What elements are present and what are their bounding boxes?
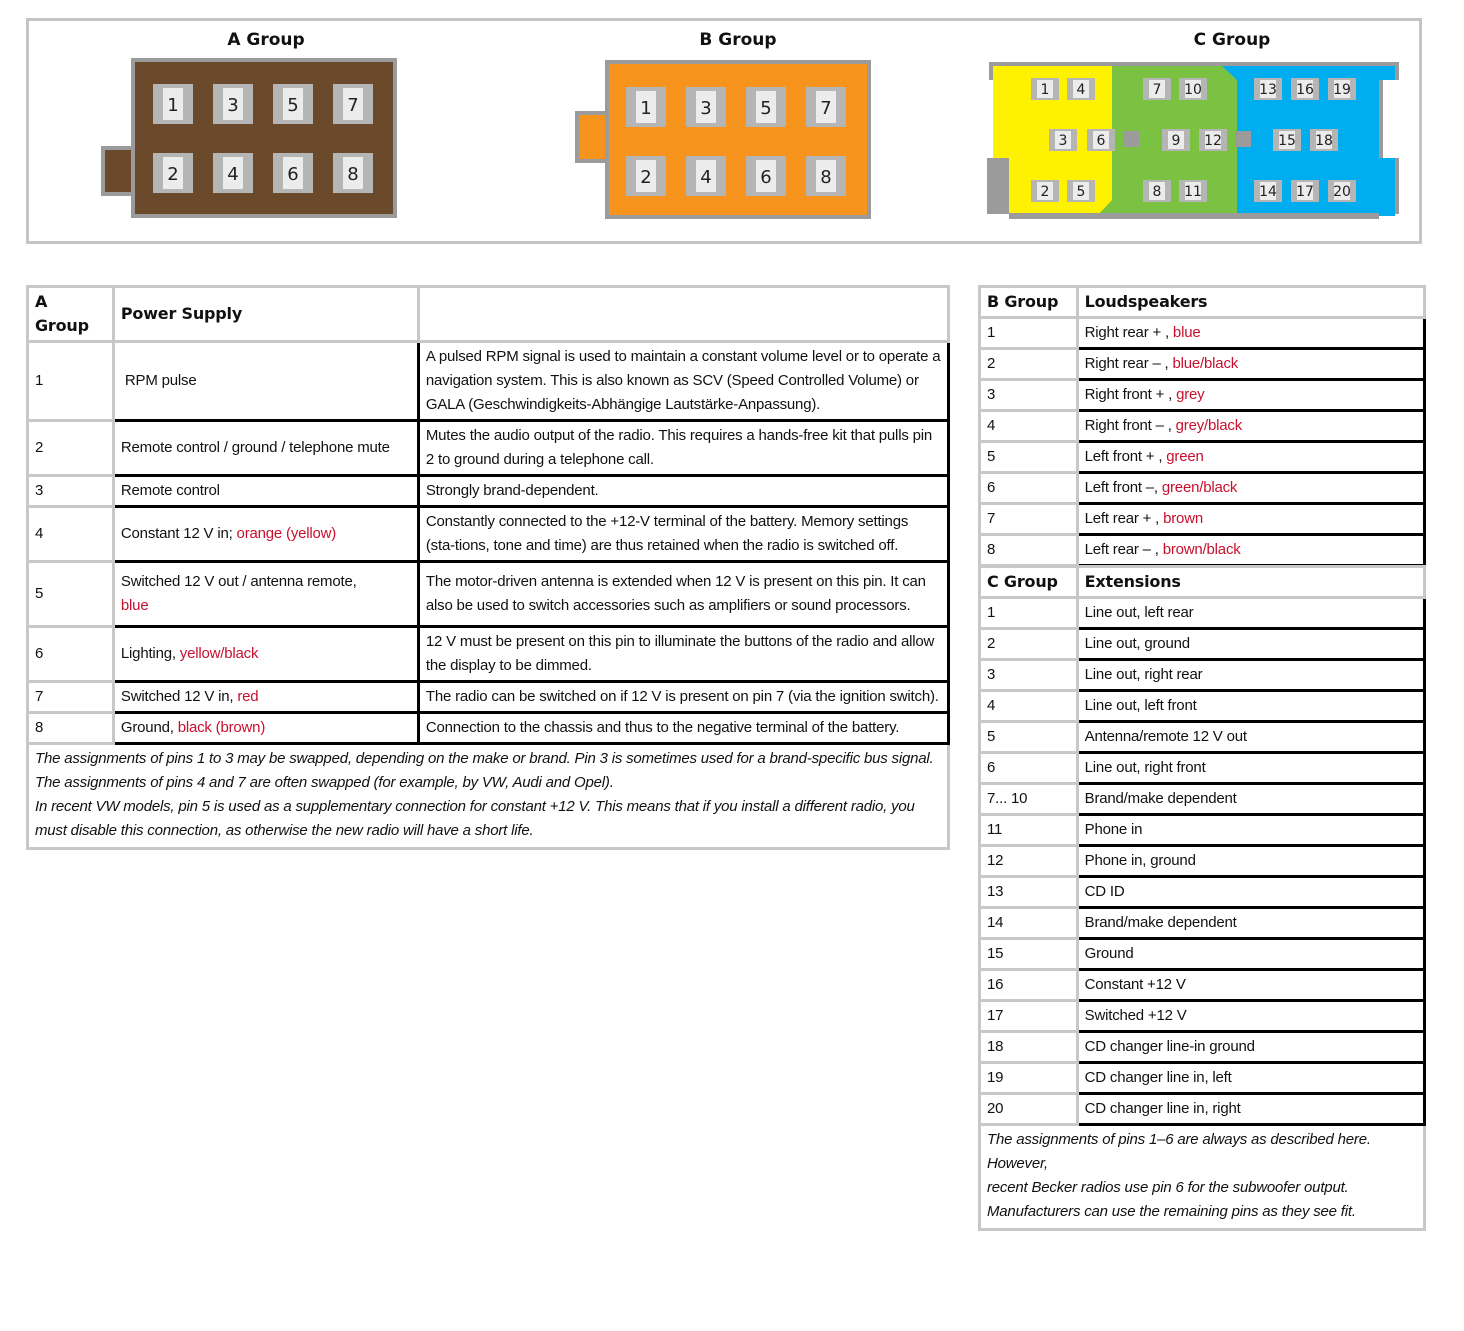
pin-label: 4 — [700, 167, 712, 188]
footnote: recent Becker radios use pin 6 for the subwoofer output. — [987, 1179, 1349, 1196]
table-row — [980, 473, 1425, 504]
pin-function — [1077, 318, 1424, 349]
c-pin-19 — [1328, 78, 1356, 100]
b-group-title: B Group — [699, 30, 777, 50]
b-pin-4 — [686, 156, 726, 196]
function-text: Right rear + , — [1084, 324, 1173, 341]
a-group-connector — [100, 56, 400, 220]
pin-function — [1077, 380, 1424, 411]
c-pin-2 — [1031, 180, 1059, 202]
c-pin-12 — [1199, 129, 1227, 151]
table-row — [980, 349, 1425, 380]
c-pin-3 — [1049, 129, 1077, 151]
a-header-title: Power Supply — [113, 287, 418, 342]
pin-label: 6 — [760, 167, 772, 188]
footnote: The assignments of pins 1 to 3 may be swapped, depending on the make or brand. Pin 3 is sometimes used for a brand-specific bus signal. — [35, 750, 934, 767]
pin-label: 7 — [820, 98, 832, 119]
c-pin-10 — [1179, 78, 1207, 100]
pin-description: The motor-driven antenna is extended when 12 V is present on this pin. It can also be used to switch accessories such as amplifiers or sound processors. — [418, 562, 948, 627]
c-table-notes — [980, 1125, 1425, 1230]
pin-description: The radio can be switched on if 12 V is present on pin 7 (via the ignition switch). — [418, 682, 948, 713]
function-text: Right front + , — [1084, 386, 1177, 403]
table-row — [28, 713, 949, 744]
pin-number: 4 — [28, 507, 114, 562]
pin-function: CD changer line-in ground — [1077, 1032, 1424, 1063]
footnote: The assignments of pins 1–6 are always as described here. However, — [987, 1131, 1371, 1172]
c-pin-5 — [1067, 180, 1095, 202]
c-pin-7 — [1143, 78, 1171, 100]
pin-label: 7 — [1152, 82, 1162, 98]
pin-label: 20 — [1333, 184, 1351, 200]
c-key-left — [1123, 131, 1139, 147]
pin-number: 5 — [980, 722, 1078, 753]
wire-color: blue/black — [1172, 355, 1239, 372]
b-group-table — [978, 285, 1426, 567]
pin-label: 1 — [1040, 82, 1050, 98]
pin-function — [113, 682, 418, 713]
c-pin-18 — [1310, 129, 1338, 151]
pin-label: 4 — [1076, 82, 1086, 98]
table-row — [980, 1063, 1425, 1094]
wire-color: green/black — [1161, 479, 1238, 496]
pin-function — [1077, 442, 1424, 473]
pin-description: Strongly brand-dependent. — [418, 476, 948, 507]
function-text: Left front –, — [1084, 479, 1162, 496]
pin-function: Constant +12 V — [1077, 970, 1424, 1001]
pin-description: Mutes the audio output of the radio. This requires a hands-free kit that pulls pin 2 to ground during a telephone call. — [418, 421, 948, 476]
pin-label: 1 — [167, 95, 179, 116]
pin-function: Antenna/remote 12 V out — [1077, 722, 1424, 753]
pin-number: 2 — [980, 349, 1078, 380]
b-pin-7 — [806, 87, 846, 127]
a-group-table — [26, 285, 950, 850]
wire-color: grey/black — [1175, 417, 1243, 434]
c-header-title: Extensions — [1077, 567, 1424, 598]
pin-label: 15 — [1278, 133, 1296, 149]
function-text: Left rear + , — [1084, 510, 1164, 527]
pin-label: 2 — [167, 164, 179, 185]
table-row — [980, 815, 1425, 846]
b-pin-2 — [626, 156, 666, 196]
function-text: Remote control — [120, 482, 220, 499]
a-pin-8 — [333, 153, 373, 193]
table-row — [980, 970, 1425, 1001]
function-text: Remote control / ground / telephone mute — [120, 439, 390, 456]
pin-number: 5 — [28, 562, 114, 627]
table-row — [28, 682, 949, 713]
pin-function: Line out, right front — [1077, 753, 1424, 784]
a-pin-6 — [273, 153, 313, 193]
function-text: Right front – , — [1084, 417, 1176, 434]
pin-label: 8 — [347, 164, 359, 185]
pin-label: 10 — [1184, 82, 1202, 98]
pin-label: 5 — [287, 95, 299, 116]
c-pin-11 — [1179, 180, 1207, 202]
table-row — [28, 507, 949, 562]
table-row — [980, 877, 1425, 908]
pin-number: 1 — [980, 318, 1078, 349]
pin-description: 12 V must be present on this pin to illuminate the buttons of the radio and allow the display to be dimmed. — [418, 627, 948, 682]
pin-label: 12 — [1204, 133, 1222, 149]
pin-function: Phone in, ground — [1077, 846, 1424, 877]
pin-number: 1 — [980, 598, 1078, 629]
pin-function: Brand/make dependent — [1077, 908, 1424, 939]
table-row — [980, 629, 1425, 660]
pin-number: 18 — [980, 1032, 1078, 1063]
a-pin-3 — [213, 84, 253, 124]
b-pin-3 — [686, 87, 726, 127]
pin-label: 11 — [1184, 184, 1202, 200]
function-text: RPM pulse — [124, 372, 197, 389]
a-connector-side-tab — [103, 148, 135, 194]
a-header-description — [418, 287, 948, 342]
function-text: Left rear – , — [1084, 541, 1163, 558]
table-row — [980, 939, 1425, 970]
c-pin-4 — [1067, 78, 1095, 100]
table-row — [28, 342, 949, 421]
pin-label: 18 — [1315, 133, 1333, 149]
c-group-title: C Group — [1193, 30, 1271, 50]
table-row — [980, 784, 1425, 815]
a-header-group: A Group — [28, 287, 114, 342]
b-group-connector — [574, 58, 874, 222]
c-pin-6 — [1087, 129, 1115, 151]
pin-label: 14 — [1259, 184, 1277, 200]
pin-function: CD ID — [1077, 877, 1424, 908]
function-text: Lighting, — [120, 645, 180, 662]
wire-color: blue — [1172, 324, 1201, 341]
b-pin-5 — [746, 87, 786, 127]
pin-label: 3 — [700, 98, 712, 119]
wire-color: yellow/black — [179, 645, 259, 662]
a-group-title: A Group — [227, 30, 305, 50]
pin-function: Switched +12 V — [1077, 1001, 1424, 1032]
footnote: In recent VW models, pin 5 is used as a supplementary connection for constant +12 V. This means that if you install a different radio, you must disable this connection, as otherwise the new radio will have a short life. — [35, 798, 915, 839]
wire-color: brown/black — [1162, 541, 1241, 558]
wire-color: blue — [120, 597, 149, 614]
function-text: Ground, — [120, 719, 178, 736]
table-row — [980, 722, 1425, 753]
pin-function: Line out, ground — [1077, 629, 1424, 660]
pin-label: 17 — [1296, 184, 1314, 200]
table-row — [28, 421, 949, 476]
pin-label: 6 — [1096, 133, 1106, 149]
pin-number: 3 — [980, 660, 1078, 691]
pin-label: 9 — [1171, 133, 1181, 149]
c-pin-8 — [1143, 180, 1171, 202]
pin-number: 4 — [980, 691, 1078, 722]
b-connector-side-tab — [577, 113, 609, 161]
pin-number: 20 — [980, 1094, 1078, 1125]
wire-color: brown — [1163, 510, 1203, 527]
table-row — [980, 846, 1425, 877]
a-table-notes — [28, 744, 949, 849]
c-pin-13 — [1254, 78, 1282, 100]
pin-function: Line out, left front — [1077, 691, 1424, 722]
c-pin-20 — [1328, 180, 1356, 202]
pin-number: 5 — [980, 442, 1078, 473]
table-row — [980, 504, 1425, 535]
pin-label: 16 — [1296, 82, 1314, 98]
pin-function: Line out, right rear — [1077, 660, 1424, 691]
pin-function: Phone in — [1077, 815, 1424, 846]
pin-function — [1077, 473, 1424, 504]
pin-label: 5 — [1076, 184, 1086, 200]
wire-color: grey — [1176, 386, 1205, 403]
table-row — [28, 627, 949, 682]
a-pin-1 — [153, 84, 193, 124]
function-text: Right rear – , — [1084, 355, 1173, 372]
pin-number: 4 — [980, 411, 1078, 442]
pin-number: 6 — [980, 473, 1078, 504]
function-text: Constant 12 V in; — [120, 525, 237, 542]
table-row — [980, 318, 1425, 349]
c-group-connector — [985, 58, 1405, 222]
table-row — [980, 535, 1425, 566]
table-row — [980, 442, 1425, 473]
pin-function — [1077, 411, 1424, 442]
pin-number: 3 — [28, 476, 114, 507]
b-pin-8 — [806, 156, 846, 196]
pin-function — [113, 562, 418, 627]
pin-label: 6 — [287, 164, 299, 185]
c-pin-1 — [1031, 78, 1059, 100]
pin-number: 1 — [28, 342, 114, 421]
a-pin-7 — [333, 84, 373, 124]
c-connector-bottom-bar — [1009, 213, 1379, 219]
pin-label: 7 — [347, 95, 359, 116]
table-row — [980, 753, 1425, 784]
wire-color: green — [1166, 448, 1204, 465]
pin-number: 17 — [980, 1001, 1078, 1032]
pin-label: 3 — [227, 95, 239, 116]
pin-number: 15 — [980, 939, 1078, 970]
c-pin-14 — [1254, 180, 1282, 202]
b-header-group: B Group — [980, 287, 1078, 318]
pin-function: Ground — [1077, 939, 1424, 970]
pin-function — [1077, 504, 1424, 535]
pin-function — [113, 713, 418, 744]
pin-number: 7... 10 — [980, 784, 1078, 815]
footnote: Manufacturers can use the remaining pins as they see fit. — [987, 1203, 1356, 1220]
pin-label: 2 — [640, 167, 652, 188]
b-pin-1 — [626, 87, 666, 127]
table-row — [980, 660, 1425, 691]
pin-label: 8 — [820, 167, 832, 188]
table-row — [980, 691, 1425, 722]
pin-number: 7 — [28, 682, 114, 713]
pin-number: 12 — [980, 846, 1078, 877]
pin-description: Connection to the chassis and thus to the negative terminal of the battery. — [418, 713, 948, 744]
pin-function — [113, 342, 418, 421]
function-text: Switched 12 V in, — [120, 688, 238, 705]
table-row — [980, 908, 1425, 939]
pin-label: 5 — [760, 98, 772, 119]
a-pin-4 — [213, 153, 253, 193]
table-row — [28, 562, 949, 627]
pin-number: 19 — [980, 1063, 1078, 1094]
pin-label: 19 — [1333, 82, 1351, 98]
c-group-table — [978, 565, 1426, 1231]
pin-function — [113, 507, 418, 562]
pin-number: 2 — [28, 421, 114, 476]
table-row — [980, 380, 1425, 411]
pin-function: CD changer line in, right — [1077, 1094, 1424, 1125]
pin-number: 13 — [980, 877, 1078, 908]
table-row — [980, 598, 1425, 629]
b-header-title: Loudspeakers — [1077, 287, 1424, 318]
pin-number: 14 — [980, 908, 1078, 939]
c-pin-16 — [1291, 78, 1319, 100]
table-row — [980, 1032, 1425, 1063]
pin-label: 3 — [1058, 133, 1068, 149]
pin-number: 8 — [980, 535, 1078, 566]
pin-function — [113, 421, 418, 476]
table-row — [28, 476, 949, 507]
pin-label: 8 — [1152, 184, 1162, 200]
pin-label: 13 — [1259, 82, 1277, 98]
pin-number: 3 — [980, 380, 1078, 411]
pin-label: 1 — [640, 98, 652, 119]
function-text: Switched 12 V out / antenna remote, — [120, 573, 357, 590]
wire-color: orange (yellow) — [236, 525, 337, 542]
pin-function — [1077, 535, 1424, 566]
pin-function: Brand/make dependent — [1077, 784, 1424, 815]
pin-number: 6 — [28, 627, 114, 682]
pin-number: 6 — [980, 753, 1078, 784]
pin-label: 2 — [1040, 184, 1050, 200]
c-header-group: C Group — [980, 567, 1078, 598]
pin-function: CD changer line in, left — [1077, 1063, 1424, 1094]
wire-color: red — [237, 688, 259, 705]
wire-color: black (brown) — [177, 719, 266, 736]
pin-description: A pulsed RPM signal is used to maintain a constant volume level or to operate a navigation system. This is also known as SCV (Speed Controlled Volume) or GALA (Geschwindigkeits-Abhängige Lautstärke-Anpassung). — [418, 342, 948, 421]
pin-number: 2 — [980, 629, 1078, 660]
pin-number: 7 — [980, 504, 1078, 535]
pin-label: 4 — [227, 164, 239, 185]
c-key-right — [1235, 131, 1251, 147]
pin-number: 16 — [980, 970, 1078, 1001]
c-pin-17 — [1291, 180, 1319, 202]
table-row — [980, 1094, 1425, 1125]
pin-number: 11 — [980, 815, 1078, 846]
pin-description: Constantly connected to the +12-V terminal of the battery. Memory settings (sta-tions, tone and time) are thus retained when the radio is switched off. — [418, 507, 948, 562]
footnote: The assignments of pins 4 and 7 are often swapped (for example, by VW, Audi and Opel). — [35, 774, 614, 791]
c-pin-9 — [1162, 129, 1190, 151]
pin-function — [113, 627, 418, 682]
pin-function: Line out, left rear — [1077, 598, 1424, 629]
table-row — [980, 411, 1425, 442]
table-row — [980, 1001, 1425, 1032]
pin-number: 8 — [28, 713, 114, 744]
pin-function — [113, 476, 418, 507]
a-pin-5 — [273, 84, 313, 124]
function-text: Left front + , — [1084, 448, 1167, 465]
a-pin-2 — [153, 153, 193, 193]
c-pin-15 — [1273, 129, 1301, 151]
b-pin-6 — [746, 156, 786, 196]
pin-function — [1077, 349, 1424, 380]
